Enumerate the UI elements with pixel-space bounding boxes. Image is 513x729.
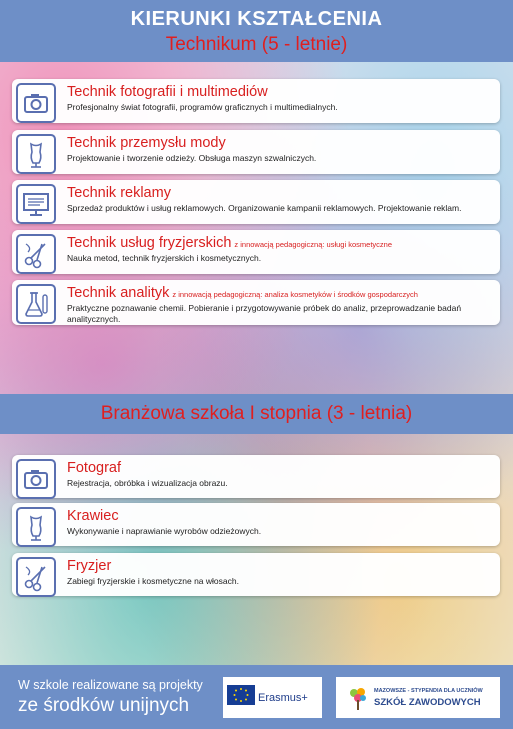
program-name: Fotograf	[67, 460, 121, 476]
program-card	[12, 503, 500, 546]
program-description: Zabiegi fryzjerskie i kosmetyczne na włosach.	[67, 576, 239, 586]
section-title: Branżowa szkoła I stopnia (3 - letnia)	[100, 403, 413, 424]
camera-icon	[16, 83, 56, 123]
program-card	[12, 280, 500, 325]
program-description: Projektowanie i tworzenie odzieży. Obsługa maszyn szwalniczych.	[67, 153, 317, 163]
mazowsze-logo-line1: MAZOWSZE - STYPENDIA DLA UCZNIÓW	[374, 688, 483, 694]
program-description: Sprzedaż produktów i usług reklamowych. Organizowanie kampanii reklamowych. Projektowanie reklam.	[67, 203, 462, 213]
program-note: z innowacją pedagogiczną: usługi kosmetyczne	[234, 240, 392, 249]
erasmus-logo	[223, 677, 322, 718]
mazowsze-logo-line2: SZKÓŁ ZAWODOWYCH	[374, 697, 481, 708]
lab-flask-icon	[16, 284, 56, 324]
program-name: Krawiec	[67, 508, 119, 524]
mazowsze-logo	[336, 677, 500, 718]
program-card	[12, 455, 500, 498]
scissors-icon	[16, 557, 56, 597]
program-name: Technik usług fryzjerskich	[67, 235, 232, 251]
page-title: KIERUNKI KSZTAŁCENIA	[130, 8, 383, 30]
program-card	[12, 79, 500, 123]
program-name: Technik analityk	[67, 285, 170, 301]
program-description: Rejestracja, obróbka i wizualizacja obrazu.	[67, 478, 228, 488]
program-name: Technik reklamy	[67, 185, 171, 201]
eu-flag-icon	[227, 685, 255, 705]
program-description: Profesjonalny świat fotografii, programów graficznych i multimedialnych.	[67, 102, 338, 112]
program-name: Technik przemysłu mody	[67, 135, 226, 151]
page-subtitle: Technikum (5 - letnie)	[165, 34, 348, 55]
monitor-icon	[16, 184, 56, 224]
mannequin-icon	[16, 134, 56, 174]
scissors-icon	[16, 234, 56, 274]
page-footer	[0, 665, 513, 729]
program-card	[12, 553, 500, 596]
page-header	[0, 0, 513, 62]
mannequin-icon	[16, 507, 56, 547]
footer-text-line2: ze środków unijnych	[18, 695, 190, 716]
program-note: z innowacją pedagogiczną: analiza kosmetyków i środków gospodarczych	[172, 290, 418, 299]
program-description: Wykonywanie i naprawianie wyrobów odzieżowych.	[67, 526, 262, 536]
camera-icon	[16, 459, 56, 499]
program-name: Fryzjer	[67, 558, 112, 574]
program-description: Nauka metod, technik fryzjerskich i kosmetycznych.	[67, 253, 262, 263]
program-description: Praktyczne poznawanie chemii. Pobieranie i przygotowywanie próbek do analiz, przeprowadzanie badań analitycznych.	[67, 303, 462, 324]
program-card	[12, 180, 500, 224]
program-name: Technik fotografii i multimediów	[67, 84, 268, 100]
program-card	[12, 130, 500, 174]
erasmus-logo-text: Erasmus+	[258, 692, 308, 704]
section-header	[0, 394, 513, 434]
tree-icon	[346, 685, 370, 711]
program-card	[12, 230, 500, 274]
footer-text-line1: W szkole realizowane są projekty	[18, 678, 203, 692]
